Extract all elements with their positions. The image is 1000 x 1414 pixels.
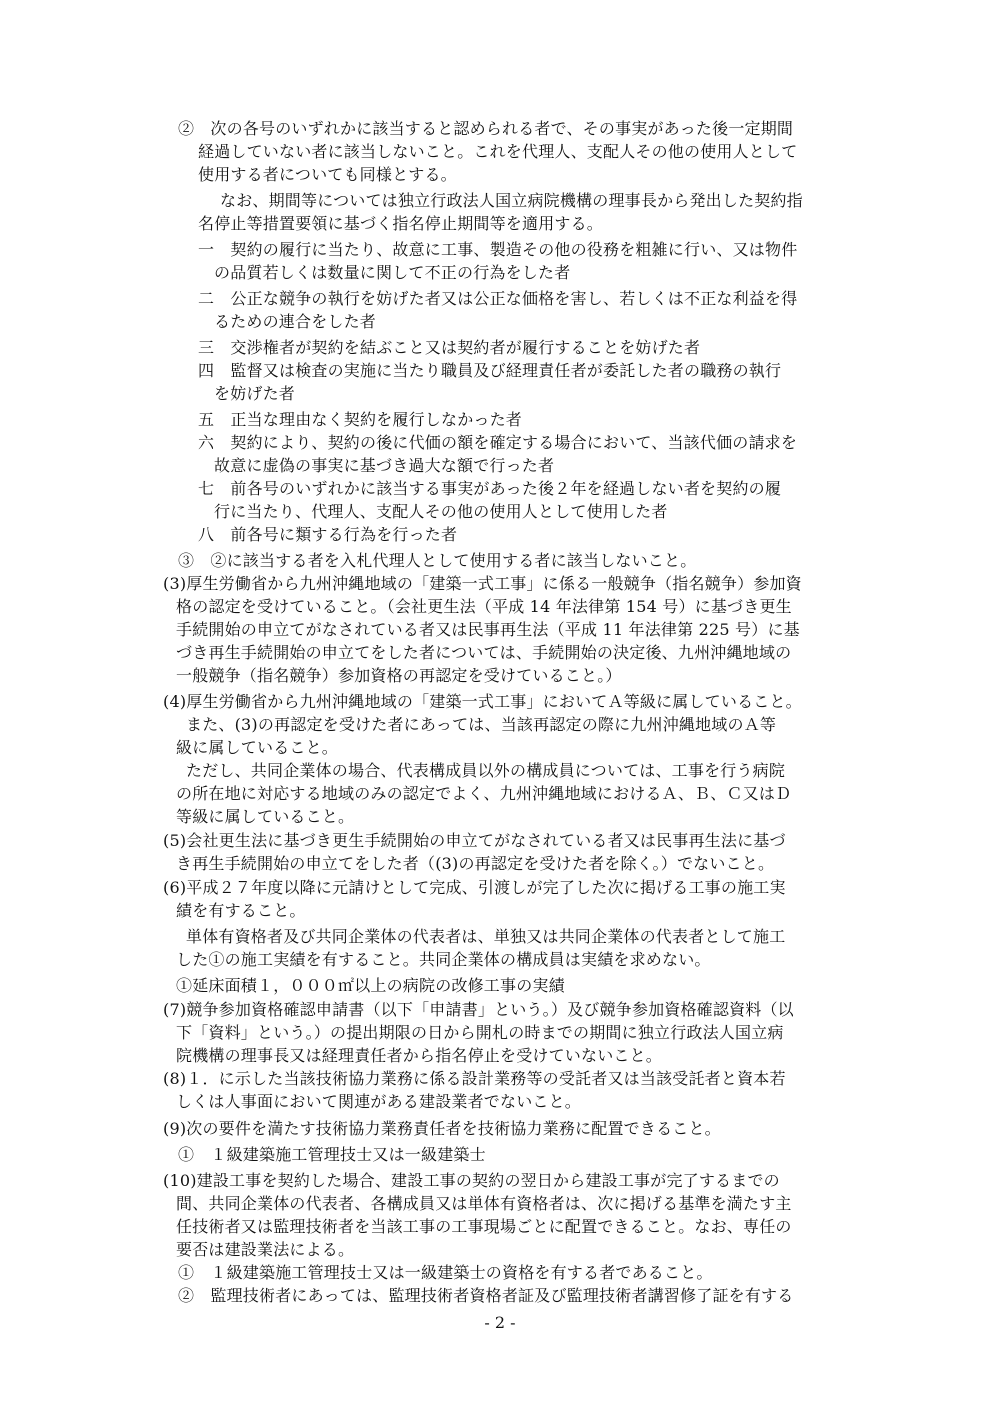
text-line: した①の施工実績を有すること。共同企業体の構成員は実績を求めない。 xyxy=(176,950,711,969)
text-line: 級に属していること。 xyxy=(176,738,339,757)
text-line: ② 次の各号のいずれかに該当すると認められる者で、その事実があった後一定期間 xyxy=(178,119,794,138)
text-line: 要否は建設業法による。 xyxy=(176,1240,355,1259)
text-line: き再生手続開始の申立てをした者（(3)の再認定を受けた者を除く。）でないこと。 xyxy=(176,854,775,873)
text-line: (9)次の要件を満たす技術協力業務責任者を技術協力業務に配置できること。 xyxy=(163,1119,721,1138)
text-line: (6)平成２７年度以降に元請けとして完成、引渡しが完了した次に掲げる工事の施工実 xyxy=(163,878,786,897)
text-line: ③ ②に該当する者を入札代理人として使用する者に該当しないこと。 xyxy=(178,551,697,570)
text-line: 等級に属していること。 xyxy=(176,807,355,826)
text-line: ただし、共同企業体の場合、代表構成員以外の構成員については、工事を行う病院 xyxy=(186,761,786,780)
text-line: 五 正当な理由なく契約を履行しなかった者 xyxy=(198,410,523,429)
text-line: るための連合をした者 xyxy=(214,312,377,331)
text-line: 八 前各号に類する行為を行った者 xyxy=(198,525,458,544)
page-number: - 2 - xyxy=(484,1313,516,1332)
text-line: ①延床面積１，０００㎡以上の病院の改修工事の実績 xyxy=(176,976,565,995)
text-line: の品質若しくは数量に関して不正の行為をした者 xyxy=(214,263,571,282)
text-line: 下「資料」という。）の提出期限の日から開札の時までの期間に独立行政法人国立病 xyxy=(176,1023,784,1042)
text-line: の所在地に対応する地域のみの認定でよく、九州沖縄地域におけるＡ、Ｂ、Ｃ又はＤ xyxy=(176,784,792,803)
text-line: また、(3)の再認定を受けた者にあっては、当該再認定の際に九州沖縄地域のＡ等 xyxy=(186,715,777,734)
text-line: 三 交渉権者が契約を結ぶこと又は契約者が履行することを妨げた者 xyxy=(198,338,701,357)
text-line: 四 監督又は検査の実施に当たり職員及び経理責任者が委託した者の職務の執行 xyxy=(198,361,782,380)
text-line: 六 契約により、契約の後に代価の額を確定する場合において、当該代価の請求を xyxy=(198,433,798,452)
text-line: 使用する者についても同様とする。 xyxy=(198,165,457,184)
text-line: しくは人事面において関連がある建設業者でないこと。 xyxy=(176,1092,582,1111)
text-line: 手続開始の申立てがなされている者又は民事再生法（平成 11 年法律第 225 号）に基 xyxy=(176,620,800,639)
text-line: 一般競争（指名競争）参加資格の再認定を受けていること。） xyxy=(176,666,622,685)
text-line: 任技術者又は監理技術者を当該工事の工事現場ごとに配置できること。なお、専任の xyxy=(176,1217,792,1236)
text-line: を妨げた者 xyxy=(214,384,296,403)
text-line: (10)建設工事を契約した場合、建設工事の契約の翌日から建設工事が完了するまでの xyxy=(163,1171,780,1190)
text-line: (3)厚生労働省から九州沖縄地域の「建築一式工事」に係る一般競争（指名競争）参加資 xyxy=(163,574,802,593)
text-line: 一 契約の履行に当たり、故意に工事、製造その他の役務を粗雑に行い、又は物件 xyxy=(198,240,798,259)
text-line: ① １級建築施工管理技士又は一級建築士 xyxy=(178,1145,486,1164)
text-line: なお、期間等については独立行政法人国立病院機構の理事長から発出した契約指 xyxy=(220,191,803,210)
text-line: 七 前各号のいずれかに該当する事実があった後２年を経過しない者を契約の履 xyxy=(198,479,782,498)
text-line: 格の認定を受けていること。（会社更生法（平成 14 年法律第 154 号）に基づき更生 xyxy=(176,597,792,616)
text-line: 経過していない者に該当しないこと。これを代理人、支配人その他の使用人として xyxy=(198,142,798,161)
text-line: 行に当たり、代理人、支配人その他の使用人として使用した者 xyxy=(214,502,668,521)
text-line: 二 公正な競争の執行を妨げた者又は公正な価格を害し、若しくは不正な利益を得 xyxy=(198,289,798,308)
text-line: ① １級建築施工管理技士又は一級建築士の資格を有する者であること。 xyxy=(178,1263,713,1282)
text-line: (8)１．に示した当該技術協力業務に係る設計業務等の受託者又は当該受託者と資本若 xyxy=(163,1069,786,1088)
text-line: 故意に虚偽の事実に基づき過大な額で行った者 xyxy=(214,456,555,475)
text-line: (5)会社更生法に基づき更生手続開始の申立てがなされている者又は民事再生法に基づ xyxy=(163,831,786,850)
text-line: (7)競争参加資格確認申請書（以下「申請書」という。）及び競争参加資格確認資料（以 xyxy=(163,1000,794,1019)
text-line: ② 監理技術者にあっては、監理技術者資格者証及び監理技術者講習修了証を有する xyxy=(178,1286,794,1305)
text-line: づき再生手続開始の申立てをした者については、手続開始の決定後、九州沖縄地域の xyxy=(176,643,792,662)
text-line: 院機構の理事長又は経理責任者から指名停止を受けていないこと。 xyxy=(176,1046,663,1065)
text-line: (4)厚生労働省から九州沖縄地域の「建築一式工事」においてＡ等級に属していること。 xyxy=(163,692,802,711)
text-line: 績を有すること。 xyxy=(176,901,306,920)
text-line: 間、共同企業体の代表者、各構成員又は単体有資格者は、次に掲げる基準を満たす主 xyxy=(176,1194,792,1213)
text-line: 単体有資格者及び共同企業体の代表者は、単独又は共同企業体の代表者として施工 xyxy=(186,927,786,946)
text-line: 名停止等措置要領に基づく指名停止期間等を適用する。 xyxy=(198,214,604,233)
